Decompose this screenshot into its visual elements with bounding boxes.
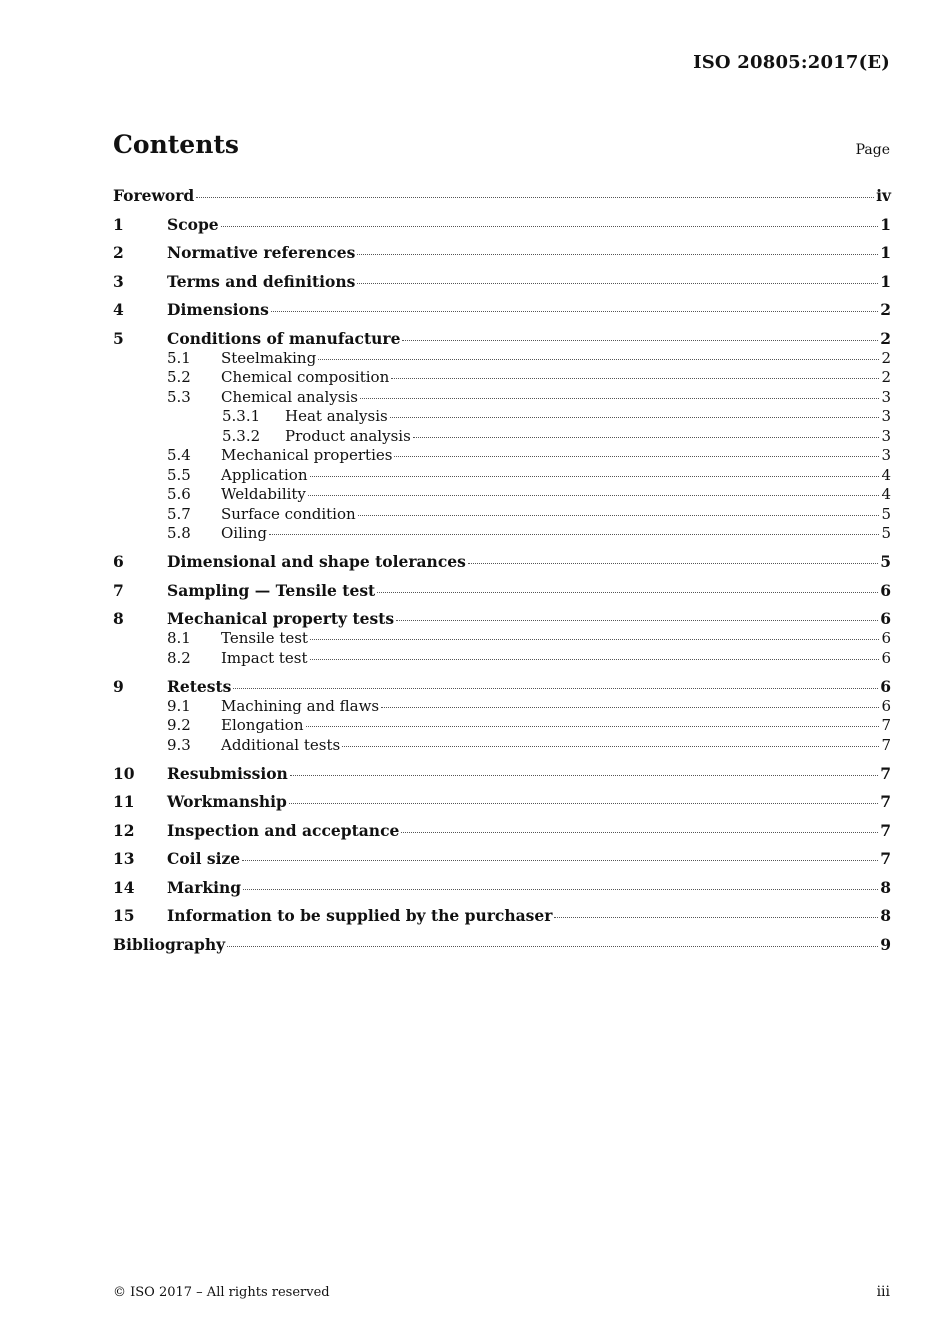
toc-entry-page: 7 — [880, 792, 891, 811]
toc-entry-title: Retests — [167, 676, 232, 696]
toc-entry-title: Tensile test — [221, 629, 308, 647]
toc-entry-page: iv — [876, 186, 891, 205]
toc-entry-number: 5.8 — [167, 524, 191, 542]
toc-entry-page: 2 — [880, 300, 891, 319]
dot-leader — [271, 311, 878, 312]
toc-entry-number: 5.7 — [167, 504, 191, 523]
toc-entry[interactable] — [113, 697, 891, 717]
toc-entry-page: 6 — [880, 609, 891, 628]
toc-entry-number: 13 — [113, 849, 135, 868]
toc-entry-title: Inspection and acceptance — [167, 820, 400, 840]
toc-entry-number: 5.3 — [167, 387, 191, 406]
toc-entry-number: 2 — [113, 243, 124, 262]
toc-entry[interactable] — [113, 736, 891, 756]
toc-entry-title: Information to be supplied by the purchaser — [167, 906, 553, 925]
toc-entry[interactable] — [113, 466, 891, 486]
toc-entry-title: Workmanship — [167, 792, 287, 811]
toc-entry[interactable] — [113, 716, 891, 736]
dot-leader — [308, 495, 880, 496]
toc-entry-number: 9 — [113, 676, 124, 696]
dot-leader — [318, 359, 879, 360]
toc-entry-page: 6 — [880, 580, 891, 600]
toc-entry[interactable] — [113, 849, 891, 869]
dot-leader — [360, 398, 879, 399]
toc-entry-title: Chemical analysis — [221, 387, 358, 406]
toc-entry-title: Foreword — [113, 186, 195, 205]
toc-entry-number: 9.2 — [167, 716, 191, 734]
toc-entry[interactable] — [113, 272, 891, 292]
toc-entry-number: 5.5 — [167, 465, 191, 484]
toc-entry[interactable] — [113, 485, 891, 505]
toc-entry-page: 2 — [881, 348, 891, 367]
dot-leader — [357, 254, 878, 255]
toc-entry-number: 6 — [113, 552, 124, 571]
toc-entry[interactable] — [113, 906, 891, 926]
dot-leader — [233, 688, 878, 689]
page-number: iii — [876, 1284, 890, 1300]
toc-entry-title: Mechanical properties — [221, 446, 393, 464]
dot-leader — [390, 417, 880, 418]
toc-entry-page: 1 — [880, 243, 891, 262]
toc-entry-title: Scope — [167, 214, 219, 234]
toc-entry-page: 1 — [880, 271, 891, 291]
dot-leader — [269, 534, 880, 535]
toc-entry-number: 7 — [113, 580, 124, 600]
toc-entry[interactable] — [113, 215, 891, 235]
dot-leader — [358, 515, 880, 516]
dot-leader — [227, 946, 878, 947]
toc-entry-page: 8 — [880, 906, 891, 925]
dot-leader — [306, 726, 880, 727]
toc-entry-page: 3 — [881, 407, 891, 425]
toc-entry[interactable] — [113, 407, 891, 427]
toc-entry-number: 9.1 — [167, 696, 191, 715]
toc-entry[interactable] — [113, 524, 891, 544]
toc-entry-page: 6 — [881, 648, 891, 667]
toc-entry[interactable] — [113, 629, 891, 649]
toc-entry-title: Mechanical property tests — [167, 609, 395, 628]
toc-entry[interactable] — [113, 935, 891, 955]
toc-entry-number: 8.1 — [167, 629, 191, 647]
toc-entry-title: Resubmission — [167, 763, 288, 783]
toc-entry-page: 3 — [881, 446, 891, 464]
toc-entry-title: Machining and flaws — [221, 696, 380, 715]
toc-entry-title: Application — [221, 465, 308, 484]
toc-entry-number: 5.3.1 — [222, 407, 261, 425]
toc-entry[interactable] — [113, 581, 891, 601]
dot-leader — [357, 283, 878, 284]
dot-leader — [468, 563, 878, 564]
toc-entry-page: 5 — [881, 504, 891, 523]
toc-entry[interactable] — [113, 388, 891, 408]
dot-leader — [196, 197, 874, 198]
toc-entry-number: 14 — [113, 877, 135, 897]
toc-entry-title: Dimensions — [167, 300, 269, 319]
page-column-label: Page — [855, 142, 890, 158]
dot-leader — [221, 226, 879, 227]
toc-entry-title: Heat analysis — [285, 407, 388, 425]
dot-leader — [401, 832, 878, 833]
toc-entry-page: 1 — [880, 214, 891, 234]
dot-leader — [381, 707, 879, 708]
toc-entry[interactable] — [113, 446, 891, 466]
toc-entry-number: 5 — [113, 328, 124, 348]
toc-entry[interactable] — [113, 764, 891, 784]
toc-entry-title: Bibliography — [113, 934, 226, 954]
toc-entry-title: Elongation — [221, 716, 304, 734]
dot-leader — [243, 889, 878, 890]
toc-entry-number: 5.2 — [167, 368, 191, 386]
dot-leader — [413, 437, 880, 438]
dot-leader — [394, 456, 879, 457]
toc-entry-number: 9.3 — [167, 735, 191, 754]
toc-entry-title: Sampling — Tensile test — [167, 580, 376, 600]
toc-entry-title: Coil size — [167, 849, 241, 868]
copyright-notice: © ISO 2017 – All rights reserved — [113, 1285, 330, 1300]
toc-entry-title: Weldability — [221, 485, 306, 503]
toc-entry-number: 8 — [113, 609, 124, 628]
toc-entry-page: 3 — [881, 426, 891, 445]
toc-entry-number: 5.1 — [167, 348, 191, 367]
toc-entry-number: 15 — [113, 906, 135, 925]
toc-entry[interactable] — [113, 349, 891, 369]
toc-entry-number: 3 — [113, 271, 124, 291]
toc-entry-title: Steelmaking — [221, 348, 317, 367]
toc-entry[interactable] — [113, 552, 891, 572]
dot-leader — [391, 378, 879, 379]
toc-entry-title: Terms and definitions — [167, 271, 356, 291]
toc-entry-title: Chemical composition — [221, 368, 390, 386]
toc-entry-page: 8 — [880, 877, 891, 897]
toc-entry-page: 7 — [881, 735, 891, 754]
toc-entry[interactable] — [113, 505, 891, 525]
toc-entry-page: 7 — [880, 763, 891, 783]
toc-entry-title: Oiling — [221, 524, 267, 542]
dot-leader — [342, 746, 879, 747]
toc-entry-page: 7 — [880, 849, 891, 868]
toc-entry-page: 3 — [881, 387, 891, 406]
toc-entry-page: 4 — [881, 465, 891, 484]
toc-entry-number: 12 — [113, 820, 135, 840]
toc-entry-title: Surface condition — [221, 504, 356, 523]
dot-leader — [290, 775, 878, 776]
toc-entry-number: 4 — [113, 300, 124, 319]
toc-entry-number: 8.2 — [167, 648, 191, 667]
toc-entry-number: 10 — [113, 763, 135, 783]
toc-entry[interactable] — [113, 649, 891, 669]
toc-entry-title: Conditions of manufacture — [167, 328, 401, 348]
toc-entry-page: 6 — [881, 696, 891, 715]
toc-entry[interactable] — [113, 792, 891, 812]
toc-entry-title: Product analysis — [285, 426, 411, 445]
dot-leader — [310, 659, 880, 660]
toc-entry-page: 6 — [880, 676, 891, 696]
toc-entry[interactable] — [113, 821, 891, 841]
toc-entry-page: 5 — [880, 552, 891, 571]
dot-leader — [396, 620, 878, 621]
toc-entry-page: 4 — [881, 485, 891, 503]
toc-entry-page: 9 — [880, 934, 891, 954]
dot-leader — [242, 860, 878, 861]
toc-entry-number: 5.4 — [167, 446, 191, 464]
dot-leader — [554, 917, 878, 918]
toc-entry-number: 5.6 — [167, 485, 191, 503]
toc-entry-number: 1 — [113, 214, 124, 234]
toc-entry-title: Normative references — [167, 243, 356, 262]
document-id: ISO 20805:2017(E) — [693, 52, 890, 73]
dot-leader — [377, 592, 878, 593]
table-of-contents — [113, 186, 891, 955]
toc-entry-page: 5 — [881, 524, 891, 542]
toc-entry-page: 6 — [881, 629, 891, 647]
toc-entry[interactable] — [113, 329, 891, 349]
toc-entry-page: 7 — [881, 716, 891, 734]
toc-entry-page: 2 — [880, 328, 891, 348]
dot-leader — [289, 803, 878, 804]
dot-leader — [402, 340, 878, 341]
toc-entry[interactable] — [113, 300, 891, 320]
toc-entry[interactable] — [113, 609, 891, 629]
toc-entry[interactable] — [113, 186, 891, 206]
dot-leader — [310, 639, 880, 640]
toc-entry-number: 11 — [113, 792, 135, 811]
toc-entry-page: 7 — [880, 820, 891, 840]
toc-entry-number: 5.3.2 — [222, 426, 261, 445]
toc-entry[interactable] — [113, 427, 891, 447]
toc-entry-title: Additional tests — [221, 735, 341, 754]
toc-entry-title: Dimensional and shape tolerances — [167, 552, 466, 571]
toc-entry[interactable] — [113, 677, 891, 697]
toc-entry-page: 2 — [881, 368, 891, 386]
toc-entry[interactable] — [113, 243, 891, 263]
toc-entry[interactable] — [113, 368, 891, 388]
toc-entry-title: Marking — [167, 877, 242, 897]
toc-entry[interactable] — [113, 878, 891, 898]
toc-entry-title: Impact test — [221, 648, 308, 667]
dot-leader — [310, 476, 880, 477]
page-title: Contents — [113, 130, 240, 159]
